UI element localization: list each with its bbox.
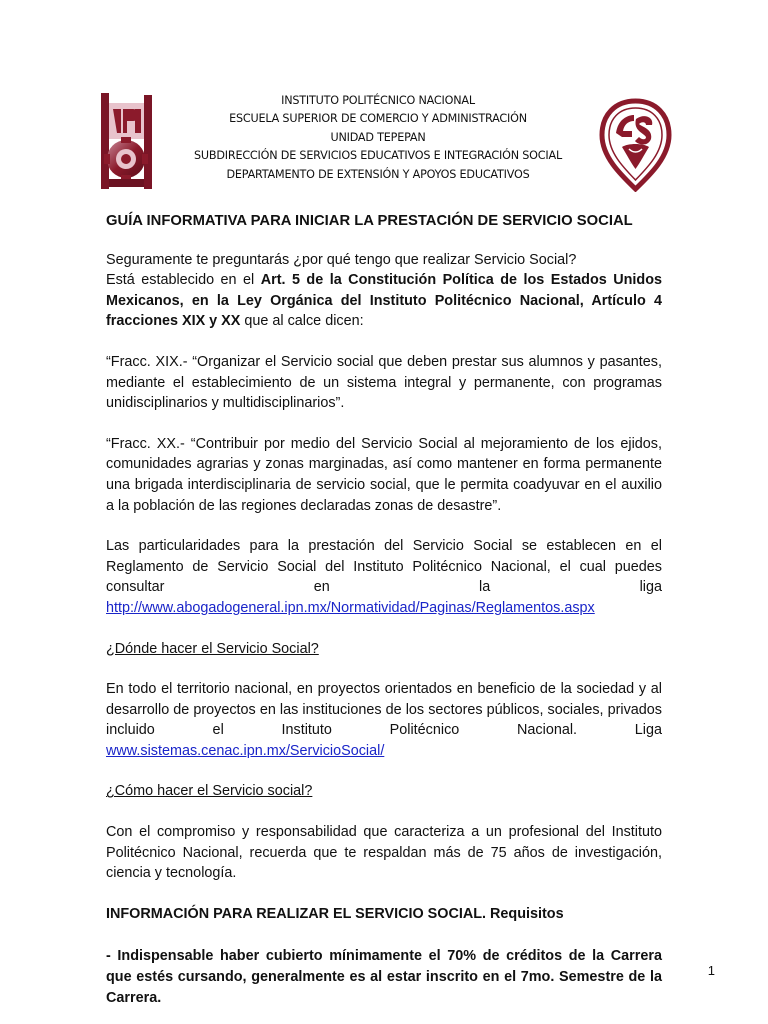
reglamento-link[interactable]: http://www.abogadogeneral.ipn.mx/Normatividad/Paginas/Reglamentos.aspx <box>106 599 595 616</box>
document-title: GUÍA INFORMATIVA PARA INICIAR LA PRESTACIÓN DE SERVICIO SOCIAL <box>106 213 633 229</box>
donde-question: ¿Dónde hacer el Servicio Social? <box>106 640 319 657</box>
header-line-institute: INSTITUTO POLITÉCNICO NACIONAL <box>281 94 475 107</box>
como-paragraph: Con el compromiso y responsabilidad que caracteriza a un profesional del Instituto Politécnico Nacional, recuerda que te respaldan más de 75 años de investigación, ciencia y tecnología. <box>106 824 662 882</box>
intro-question: Seguramente te preguntarás ¿por qué tengo que realizar Servicio Social? <box>106 251 577 268</box>
header-line-unit: UNIDAD TEPEPAN <box>330 130 426 144</box>
intro-legal-reference: Art. 5 de la Constitución Política de los Estados Unidos Mexicanos, en la Ley Orgánica del Instituto Politécnico Nacional, Artículo 4 fracciones XIX y XX <box>106 272 662 330</box>
intro-text-a: Está establecido en el <box>106 272 261 289</box>
donde-text: En todo el territorio nacional, en proyectos orientados en beneficio de la sociedad y al desarrollo de proyectos en las instituciones de los sectores públicos, sociales, privados incluido el Instituto Politécnico Nacional. Liga <box>106 681 662 739</box>
header-line-school: ESCUELA SUPERIOR DE COMERCIO Y ADMINISTRACIÓN <box>229 112 527 126</box>
page-number: 1 <box>707 963 715 978</box>
requisitos-heading: INFORMACIÓN PARA REALIZAR EL SERVICIO SOCIAL. Requisitos <box>106 905 564 922</box>
ipn-logo <box>95 89 158 192</box>
document-body <box>106 211 662 1008</box>
header-line-subdirection: SUBDIRECCIÓN DE SERVICIOS EDUCATIVOS E INTEGRACIÓN SOCIAL <box>194 149 562 163</box>
fraccion-xix-paragraph: “Fracc. XIX.- “Organizar el Servicio social que deben prestar sus alumnos y pasantes, mediante el establecimiento de un sistema integral y permanente, con programas unidisciplinarios y multidisciplinarios”. <box>106 353 662 412</box>
como-question: ¿Cómo hacer el Servicio social? <box>106 783 313 800</box>
header-line-department: DEPARTAMENTO DE EXTENSIÓN Y APOYOS EDUCATIVOS <box>226 167 530 181</box>
reglamento-text: Las particularidades para la prestación del Servicio Social se establecen en el Reglamento de Servicio Social del Instituto Politécnico Nacional, el cual puedes consultar en la liga <box>106 538 662 596</box>
reglamento-paragraph <box>106 536 662 618</box>
intro-text-b: que al calce dicen: <box>240 313 364 330</box>
fraccion-xx-paragraph: “Fracc. XX.- “Contribuir por medio del Servicio Social al mejoramiento de los ejidos, comunidades agrarias y zonas marginadas, así como mantener en forma permanente una brigada interdisciplinaria de servicio social, que le permita coadyuvar en el auxilio a la población de las regiones declaradas zonas de desastre”. <box>106 435 662 514</box>
esca-logo <box>598 97 673 192</box>
donde-paragraph <box>106 679 662 761</box>
servicio-social-link[interactable]: www.sistemas.cenac.ipn.mx/ServicioSocial/ <box>106 742 385 759</box>
intro-paragraph <box>106 270 662 332</box>
institution-header <box>150 92 606 184</box>
requisito-creditos: - Indispensable haber cubierto mínimamente el 70% de créditos de la Carrera que estés cursando, generalmente es al estar inscrito en el 7mo. Semestre de la Carrera. <box>106 948 662 1006</box>
